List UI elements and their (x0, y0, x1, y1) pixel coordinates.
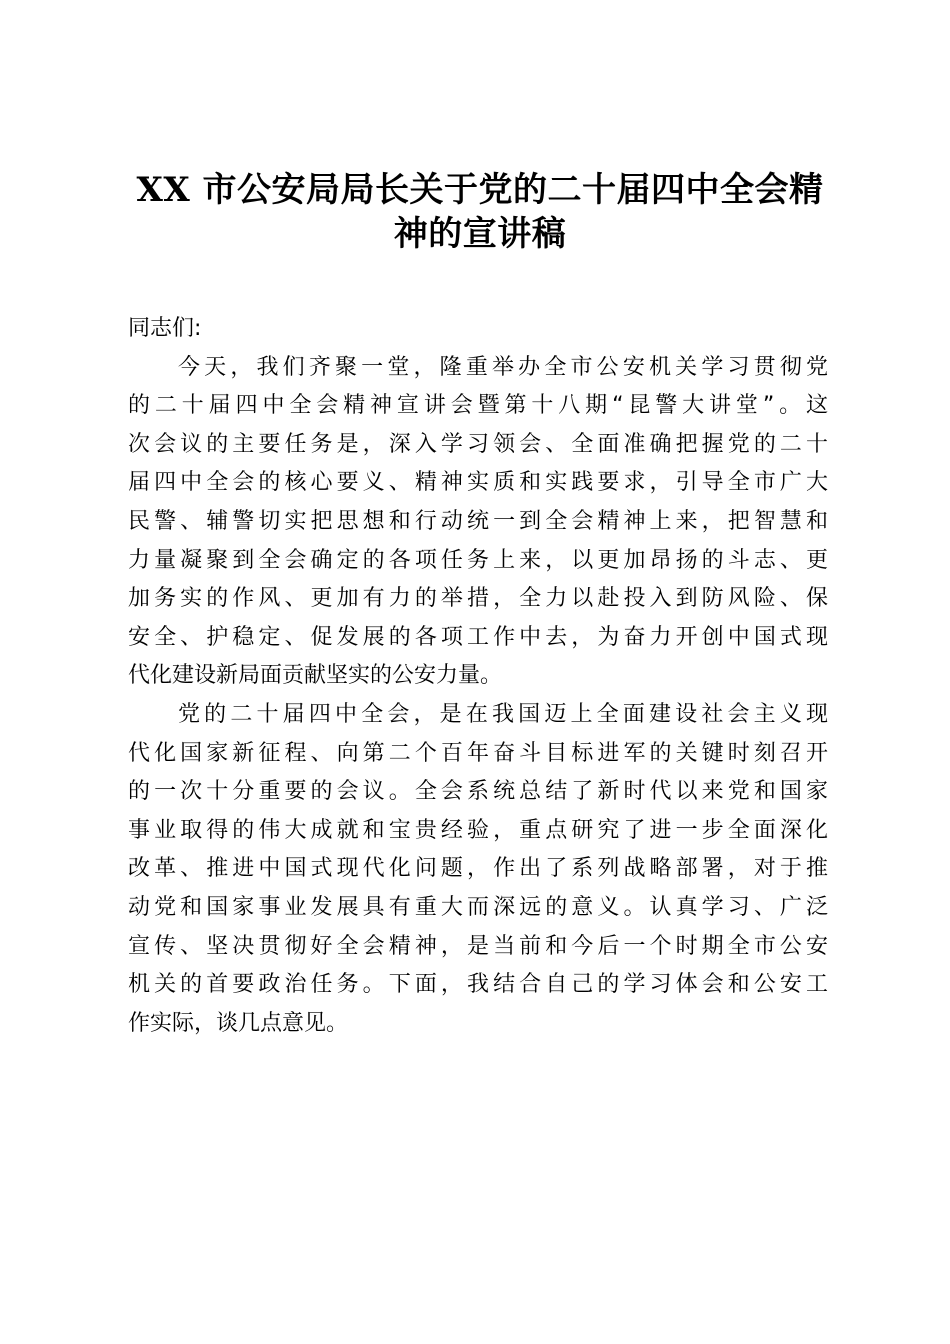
paragraph-line: 党的二十届四中全会，是在我国迈上全面建设社会主义现 (178, 701, 828, 727)
title-line-2: 神的宣讲稿 (393, 214, 567, 254)
greeting: 同志们: (128, 316, 202, 341)
document-body (128, 310, 828, 1043)
paragraph-line: 的一次十分重要的会议。全会系统总结了新时代以来党和国家 (128, 779, 828, 805)
paragraph-1 (128, 349, 828, 696)
paragraph-line: 作实际，谈几点意见。 (128, 1010, 349, 1036)
paragraph-line: 的二十届四中全会精神宣讲会暨第十八期“昆警大讲堂”。这 (128, 393, 828, 419)
paragraph-line: 今天，我们齐聚一堂，隆重举办全市公安机关学习贯彻党 (178, 354, 828, 380)
paragraph-line: 代化建设新局面贡献坚实的公安力量。 (128, 663, 503, 689)
paragraph-line: 动党和国家事业发展具有重大而深远的意义。认真学习、广泛 (128, 894, 828, 920)
title-line-1: XX 市公安局局长关于党的二十届四中全会精 (136, 170, 824, 210)
paragraph-line: 宣传、坚决贯彻好全会精神，是当前和今后一个时期全市公安 (128, 933, 828, 959)
paragraph-line: 力量凝聚到全会确定的各项任务上来，以更加昂扬的斗志、更 (128, 547, 828, 573)
paragraph-line: 事业取得的伟大成就和宝贵经验，重点研究了进一步全面深化 (128, 817, 828, 843)
paragraph-line: 民警、辅警切实把思想和行动统一到全会精神上来，把智慧和 (128, 508, 828, 534)
paragraph-line: 改革、推进中国式现代化问题，作出了系列战略部署，对于推 (128, 856, 828, 882)
paragraph-line: 次会议的主要任务是，深入学习领会、全面准确把握党的二十 (128, 431, 828, 457)
paragraph-line: 安全、护稳定、促发展的各项工作中去，为奋力开创中国式现 (128, 624, 828, 650)
document-title (120, 168, 840, 256)
paragraph-line: 届四中全会的核心要义、精神实质和实践要求，引导全市广大 (128, 470, 828, 496)
paragraph-line: 机关的首要政治任务。下面，我结合自己的学习体会和公安工 (128, 972, 828, 998)
paragraph-line: 代化国家新征程、向第二个百年奋斗目标进军的关键时刻召开 (128, 740, 828, 766)
paragraph-line: 加务实的作风、更加有力的举措，全力以赴投入到防风险、保 (128, 586, 828, 612)
paragraph-2 (128, 696, 828, 1043)
